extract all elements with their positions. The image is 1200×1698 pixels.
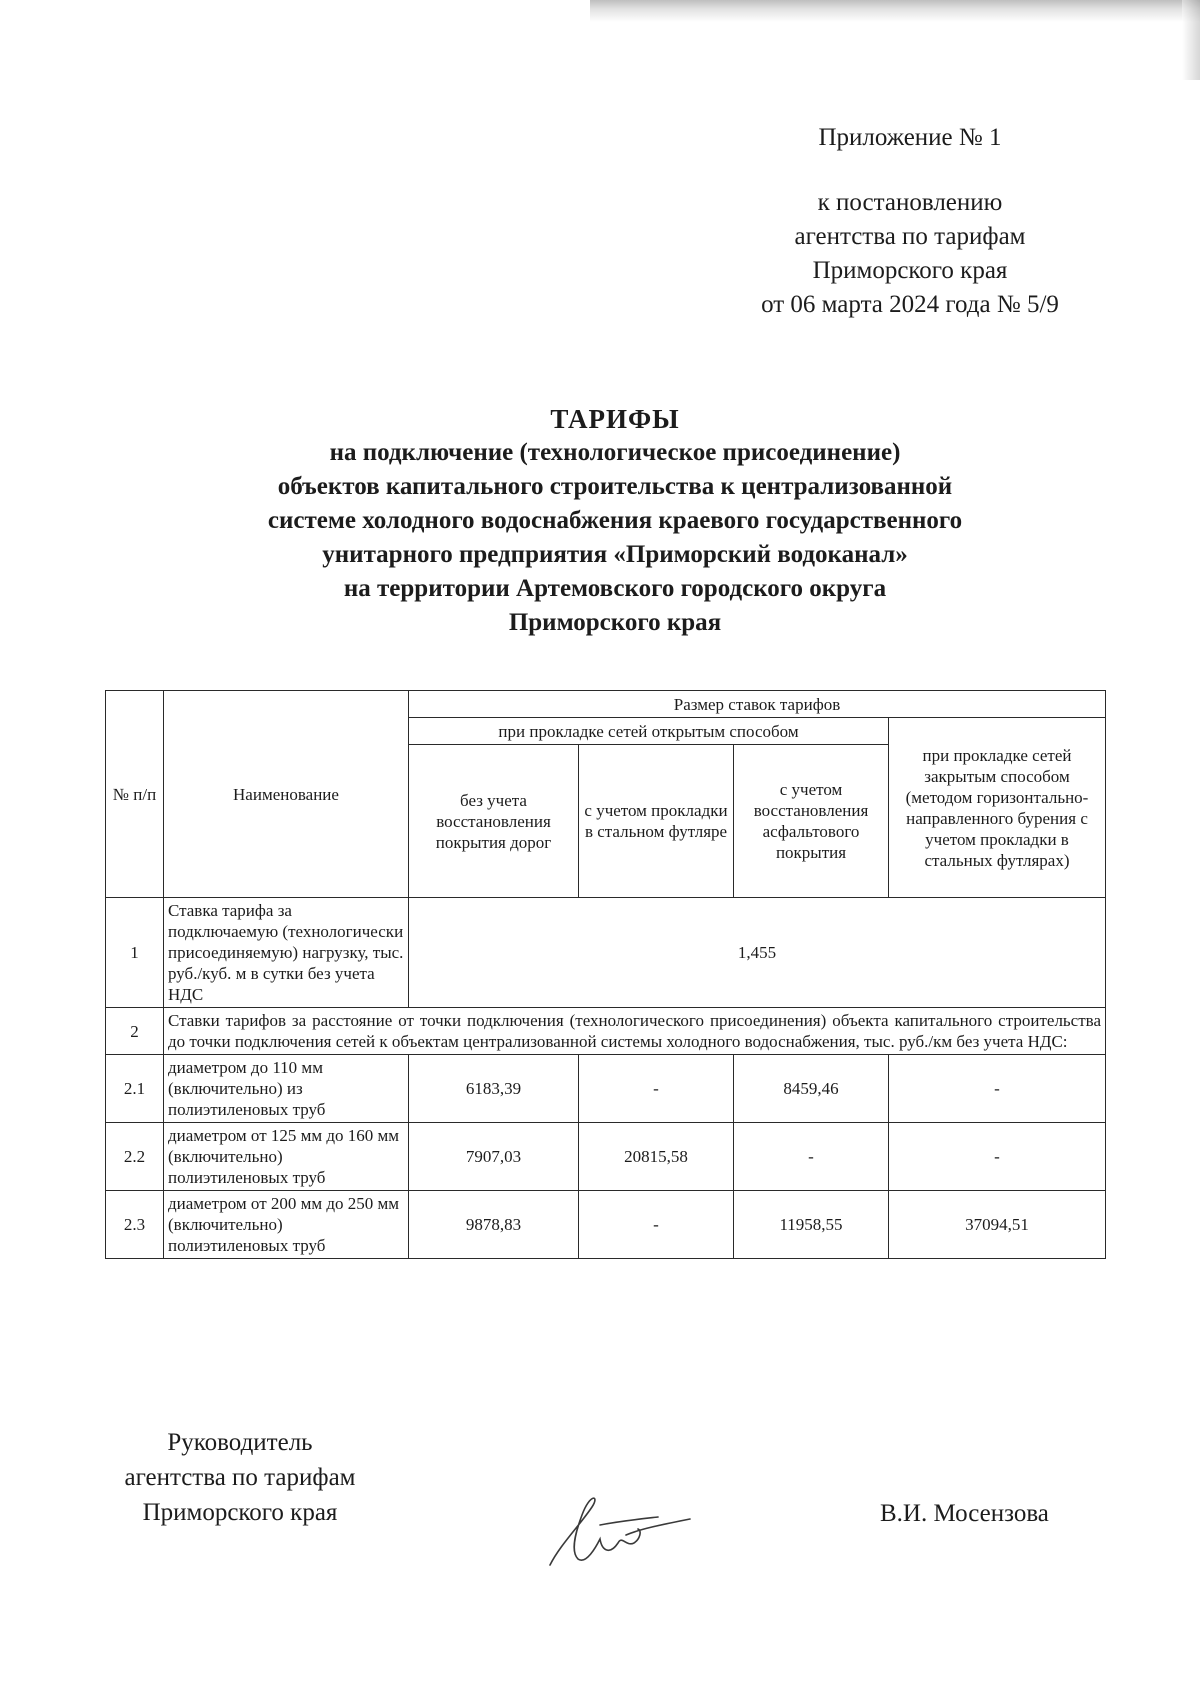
row-name: диаметром от 200 мм до 250 мм (включительно) полиэтиленовых труб [164,1191,409,1259]
table-row [106,898,1106,1008]
document-title-line: объектов капитального строительства к централизованной [277,473,953,500]
document-title-line: системе холодного водоснабжения краевого государственного [267,507,963,534]
header-no-restoration: без учета восстановления покрытия дорог [409,745,579,898]
row-number: 2.2 [106,1123,164,1191]
appendix-title: Приложение № 1 [818,124,1002,151]
appendix-line: от 06 марта 2024 года № 5/9 [761,291,1059,318]
cell-asphalt: - [734,1123,889,1191]
signer-position-line: Руководитель [167,1429,313,1456]
document-title [150,402,1080,640]
row-number: 1 [106,898,164,1008]
header-number: № п/п [106,691,164,898]
signer-position-line: Приморского края [142,1499,338,1526]
table-header-row [106,691,1106,718]
row-value: 1,455 [409,898,1106,1008]
cell-closed-method: - [889,1123,1106,1191]
row-number: 2.3 [106,1191,164,1259]
handwritten-signature [530,1485,710,1575]
cell-no-restoration: 9878,83 [409,1191,579,1259]
cell-closed-method: 37094,51 [889,1191,1106,1259]
tariffs-table [105,690,1106,1259]
header-asphalt: с учетом восстановления асфальтового покрытия [734,745,889,898]
row-name: Ставка тарифа за подключаемую (технологически присоединяемую) нагрузку, тыс. руб./куб. м в сутки без учета НДС [164,898,409,1008]
table-row [106,1055,1106,1123]
header-steel-case: с учетом прокладки в стальном футляре [579,745,734,898]
cell-asphalt: 8459,46 [734,1055,889,1123]
document-title-line: на подключение (технологическое присоединение) [329,439,901,466]
appendix-line: агентства по тарифам [794,223,1026,250]
scan-shadow-top [590,0,1200,22]
document-title-line: на территории Артемовского городского округа [343,575,887,602]
row-name: диаметром до 110 мм (включительно) из полиэтиленовых труб [164,1055,409,1123]
document-title-main: ТАРИФЫ [550,404,680,434]
appendix-line: Приморского края [812,257,1008,284]
row-name: диаметром от 125 мм до 160 мм (включительно) полиэтиленовых труб [164,1123,409,1191]
row-number: 2.1 [106,1055,164,1123]
signer-name: В.И. Мосензова [880,1500,1049,1527]
scan-shadow-corner [1182,0,1200,80]
signer-position-line: агентства по тарифам [124,1464,356,1491]
header-name: Наименование [164,691,409,898]
row-description: Ставки тарифов за расстояние от точки подключения (технологического присоединения) объекта капитального строительства до точки подключения сетей к объектам централизованной системы холодного водоснабжения, тыс. руб./км без учета НДС: [164,1008,1106,1055]
document-title-line: унитарного предприятия «Приморский водоканал» [322,541,908,568]
header-closed-method: при прокладке сетей закрытым способом (методом горизонтально-направленного бурения с учетом прокладки в стальных футлярах) [889,718,1106,898]
cell-steel-case: 20815,58 [579,1123,734,1191]
document-title-line: Приморского края [508,609,722,636]
row-number: 2 [106,1008,164,1055]
appendix-line: к постановлению [817,189,1003,216]
signer-position [90,1425,390,1530]
cell-no-restoration: 6183,39 [409,1055,579,1123]
header-open-method: при прокладке сетей открытым способом [409,718,889,745]
table-row [106,1191,1106,1259]
cell-steel-case: - [579,1055,734,1123]
table-row [106,1008,1106,1055]
cell-closed-method: - [889,1055,1106,1123]
header-rates-size: Размер ставок тарифов [409,691,1106,718]
table-row [106,1123,1106,1191]
cell-no-restoration: 7907,03 [409,1123,579,1191]
cell-steel-case: - [579,1191,734,1259]
appendix-reference [700,186,1120,322]
cell-asphalt: 11958,55 [734,1191,889,1259]
